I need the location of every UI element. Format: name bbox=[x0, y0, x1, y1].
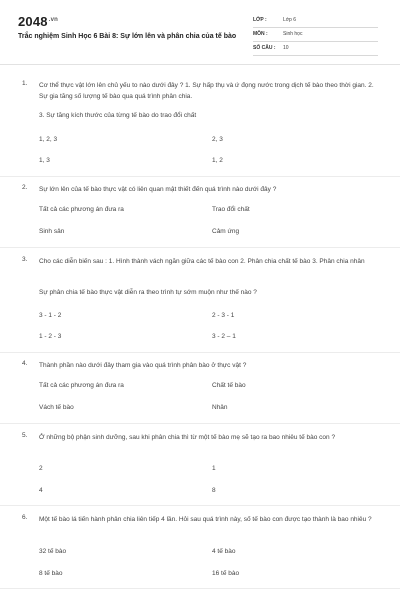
logo-text: 2048 bbox=[18, 14, 48, 29]
option-b[interactable]: Trao đổi chất bbox=[212, 206, 250, 213]
option-c[interactable]: Vách tế bào bbox=[39, 404, 74, 411]
question-divider bbox=[0, 423, 400, 424]
option-d[interactable]: Nhân bbox=[212, 404, 228, 411]
option-d[interactable]: 1, 2 bbox=[212, 157, 223, 164]
question-divider bbox=[0, 176, 400, 177]
option-a[interactable]: 1, 2, 3 bbox=[39, 136, 58, 143]
meta-class-value: Lớp 6 bbox=[283, 17, 297, 23]
question-text: Một tế bào lá tiến hành phân chia liên tiếp 4 lần. Hỏi sau quá trình này, số tế bào con được tạo thành là bao nhiêu ? bbox=[39, 516, 372, 523]
question-text: Sự lớn lên của tế bào thực vật có liên quan mật thiết đến quá trình nào dưới đây ? bbox=[39, 186, 277, 193]
option-b[interactable]: 4 tế bào bbox=[212, 548, 236, 555]
option-a[interactable]: 2 bbox=[39, 465, 43, 472]
option-d[interactable]: 8 bbox=[212, 487, 216, 494]
question-text: Cho các diễn biến sau : 1. Hình thành vách ngăn giữa các tế bào con 2. Phân chia chất tế bào 3. Phân chia nhân bbox=[39, 258, 365, 265]
option-c[interactable]: 8 tế bào bbox=[39, 570, 63, 577]
option-c[interactable]: Sinh sản bbox=[39, 228, 65, 235]
question-number: 5. bbox=[22, 432, 28, 439]
meta-class-row bbox=[253, 14, 378, 28]
option-a[interactable]: 32 tế bào bbox=[39, 548, 67, 555]
question-divider bbox=[0, 588, 400, 589]
question-number: 2. bbox=[22, 184, 28, 191]
question-divider bbox=[0, 505, 400, 506]
question-number: 1. bbox=[22, 80, 28, 87]
document-title: Trắc nghiệm Sinh Học 6 Bài 8: Sự lớn lên và phân chia của tế bào bbox=[18, 33, 237, 40]
header-divider bbox=[0, 64, 400, 65]
meta-subject-row bbox=[253, 28, 378, 42]
option-c[interactable]: 1 - 2 - 3 bbox=[39, 333, 62, 340]
option-b[interactable]: 2, 3 bbox=[212, 136, 223, 143]
question-subtext: 3. Sự tăng kích thước của từng tế bào do trao đổi chất bbox=[39, 112, 197, 119]
option-b[interactable]: Chất tế bào bbox=[212, 382, 246, 389]
header bbox=[0, 0, 400, 62]
question-number: 4. bbox=[22, 360, 28, 367]
question-number: 6. bbox=[22, 514, 28, 521]
question-number: 3. bbox=[22, 256, 28, 263]
option-c[interactable]: 4 bbox=[39, 487, 43, 494]
option-b[interactable]: 1 bbox=[212, 465, 216, 472]
meta-class-key: LỚP : bbox=[253, 17, 267, 23]
question-subtext: Sự phân chia tế bào thực vật diễn ra theo trình tự sớm muộn như thế nào ? bbox=[39, 289, 257, 296]
logo-suffix: .vn bbox=[48, 16, 59, 23]
meta-count-row bbox=[253, 42, 378, 56]
question-text: Cơ thể thực vật lớn lên chủ yếu to nào dưới đây ? 1. Sự hấp thụ và ứ đọng nước trong dịch tế bào theo thời gian. 2. Sự gia tăng số lượng tế bào qua quá trình phân chia. bbox=[39, 82, 374, 100]
option-d[interactable]: 3 - 2 – 1 bbox=[212, 333, 236, 340]
option-d[interactable]: Cảm ứng bbox=[212, 228, 240, 235]
option-a[interactable]: Tất cả các phương án đưa ra bbox=[39, 206, 124, 213]
option-d[interactable]: 16 tế bào bbox=[212, 570, 240, 577]
option-a[interactable]: 3 - 1 - 2 bbox=[39, 312, 62, 319]
option-c[interactable]: 1, 3 bbox=[39, 157, 50, 164]
meta-subject-key: MÔN : bbox=[253, 31, 268, 37]
option-a[interactable]: Tất cả các phương án đưa ra bbox=[39, 382, 124, 389]
question-text: Thành phần nào dưới đây tham gia vào quá trình phân bào ở thực vật ? bbox=[39, 362, 247, 369]
meta-count-value: 10 bbox=[283, 45, 289, 51]
site-logo[interactable] bbox=[18, 14, 58, 29]
meta-subject-value: Sinh học bbox=[283, 31, 303, 37]
option-b[interactable]: 2 - 3 - 1 bbox=[212, 312, 235, 319]
question-divider bbox=[0, 247, 400, 248]
question-text: Ở những bộ phận sinh dưỡng, sau khi phân chia thì từ một tế bào mẹ sẽ tạo ra bao nhiêu tế bào con ? bbox=[39, 434, 336, 441]
meta-count-key: SỐ CÂU : bbox=[253, 45, 276, 51]
question-divider bbox=[0, 352, 400, 353]
